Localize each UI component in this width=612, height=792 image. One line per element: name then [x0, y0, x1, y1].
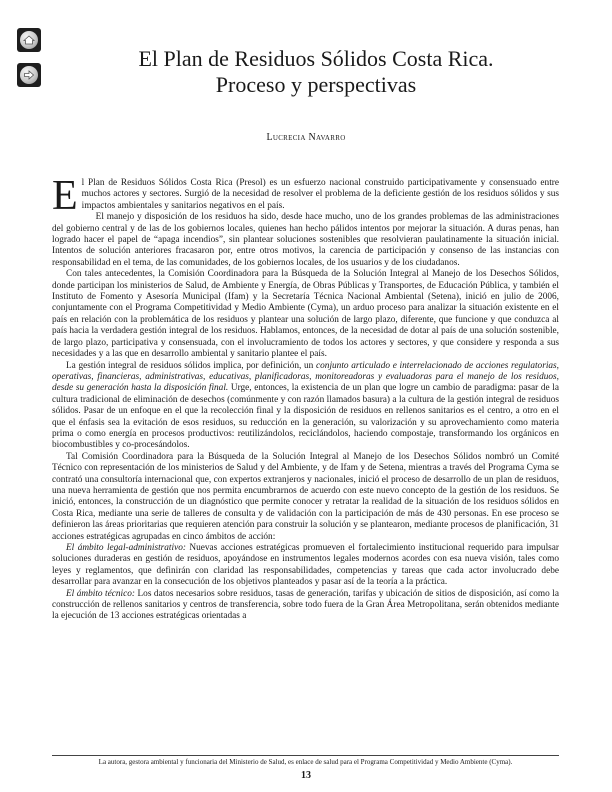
paragraph-7-heading: El ámbito técnico: [66, 588, 135, 599]
title-line-2: Proceso y perspectivas [215, 72, 417, 97]
paragraph-2: El manejo y disposición de los residuos ha sido, desde hace mucho, uno de los grandes problemas de las administraciones del gobierno central y de las de los gobiernos locales, quienes han hecho pálidos intentos por mejorar la situación. A duras penas, han logrado hacer el papel de “apaga incendios”, sin plantear soluciones sostenibles que resolvieran paulatinamente la situación inicial. Intentos de solución anteriores fracasaron por, entre otros motivos, la carencia de participación y consenso de las instancias con responsabilidad en el tema, de las comunidades, de los gobiernos locales, de los usuarios y de los ciudadanos. [52, 212, 559, 268]
paragraph-7-text: Los datos necesarios sobre residuos, tasas de generación, tarifas y ubicación de sitios de disposición, así como la construcción de rellenos sanitarios y centros de transferencia, sobre todo fuera de la Gran Área Metropolitana, serán obtenidos mediante la ejecución de 13 acciones estratégicas orientadas a [52, 588, 559, 622]
arrow-right-icon-glyph [20, 66, 38, 84]
paragraph-6 [52, 543, 559, 589]
paragraph-4-text-a: La gestión integral de residuos sólidos implica, por definición, un [66, 360, 317, 371]
paragraph-1-text: l Plan de Residuos Sólidos Costa Rica (Presol) es un esfuerzo nacional construido participativamente y consensuado entre muchos actores y sectores. Surgió de la necesidad de resolver el problema de la deficiente gestión de los residuos sólidos y sus impactos ambientales y sanitarios negativos en el país. [81, 178, 559, 211]
paragraph-4 [52, 361, 559, 452]
paragraph-4-text-b: Urge, entonces, la existencia de un plan que logre un cambio de paradigma: pasar de la cultura tradicional de eliminación de desechos (comúnmente y con razón llamados basura) a la cultura de la gestión integral de residuos sólidos. Pasar de un enfoque en el que la recolección final y la disposición de residuos en rellenos sanitarios es el centro, a otro en el que el énfasis sea la evitación de esos residuos, su reducción en la generación, su valorización y su aprovechamiento como materia prima o como energía en procesos productivos: reutilizándolos, reciclándolos, haciendo compostaje, transformando los orgánicos en biocombustibles y co-procesándolos. [52, 383, 559, 451]
home-button[interactable] [17, 28, 41, 52]
paragraph-3: Con tales antecedentes, la Comisión Coordinadora para la Búsqueda de la Solución Integral al Manejo de los Desechos Sólidos, donde participan los ministerios de Salud, de Ambiente y Energía, de Obras Públicas y Transportes, de Educación Pública, y también el Instituto de Fomento y Asesoría Municipal (Ifam) y la Secretaría Técnica Nacional Ambiental (Setena), inició en julio de 2006, conjuntamente con el Programa Competitividad y Medio Ambiente (Cyma), un arduo proceso para analizar la situación existente en el país en relación con la problemática de los residuos y plantear una solución de largo plazo, diferente, que funcione y que conduzca al país hacia la verdadera gestión integral de los residuos. Hablamos, entonces, de la necesidad de dotar al país de una solución sostenible, de largo plazo, participativa y consensuada, con el involucramiento de todos los actores y sectores, y que considere y responda a sus necesidades y a las que en desarrollo ambiental y sanitario plantee el país. [52, 269, 559, 360]
footnote: La autora, gestora ambiental y funcionaria del Ministerio de Salud, es enlace de salud para el Programa Competitividad y Medio Ambiente (Cyma). [98, 758, 513, 766]
page-number: 13 [301, 770, 311, 781]
footnote-divider [52, 755, 559, 756]
drop-cap: E [52, 173, 78, 219]
title-line-1: El Plan de Residuos Sólidos Costa Rica. [138, 46, 494, 71]
article-body [52, 173, 559, 623]
home-icon-glyph [20, 31, 38, 49]
article-title [60, 46, 572, 98]
paragraph-5: Tal Comisión Coordinadora para la Búsqueda de la Solución Integral al Manejo de los Desechos Sólidos nombró un Comité Técnico con representación de los ministerios de Salud y del Ambiente, y de Ifam y de Setena, mientras a través del Programa Cyma se contrató una consultoría internacional que, con expertos extranjeros y nacionales, inició el proceso de desarrollo de un plan de residuos, una nueva herramienta de gestión que nos permita encumbrarnos de acuerdo con este nuevo concepto de la gestión de los residuos. Se inició, entonces, la construcción de un diagnóstico que permite conocer y retratar la realidad de la situación de los residuos sólidos en Costa Rica, mediante una serie de talleres de consulta y de validación con la participación de más de 430 personas. En ese proceso se definieron las áreas prioritarias que requieren atención para construir la solución y se plantearon, mediante procesos de planificación, 31 acciones estratégicas agrupadas en cinco ámbitos de acción: [52, 451, 559, 542]
paragraph-1 [52, 173, 559, 219]
paragraph-6-text: Nuevas acciones estratégicas promueven el fortalecimiento institucional requerido para impulsar soluciones duraderas en gestión de residuos, apoyándose en instrumentos legales modernos acordes con esa nueva visión, tales como leyes y reglamentos, que definirán con claridad las responsabilidades, competencias y tareas que cada actor involucrado debe desarrollar para avanzar en la consecución de los objetivos planteados y pasar así de la teoría a la práctica. [52, 543, 559, 588]
paragraph-6-heading: El ámbito legal-administrativo: [66, 543, 186, 553]
author-name: Lucrecia Navarro [266, 132, 346, 143]
paragraph-7 [52, 589, 559, 623]
paragraph-4-italic: conjunto articulado e interrelacionado de acciones regulatorias, operativas, financieras, administrativas, educativas, planificadoras, monitoreadoras y evaluadoras para el manejo de los residuos, desde su generación hasta la disposición final. [52, 360, 559, 394]
next-page-button[interactable] [17, 63, 41, 87]
